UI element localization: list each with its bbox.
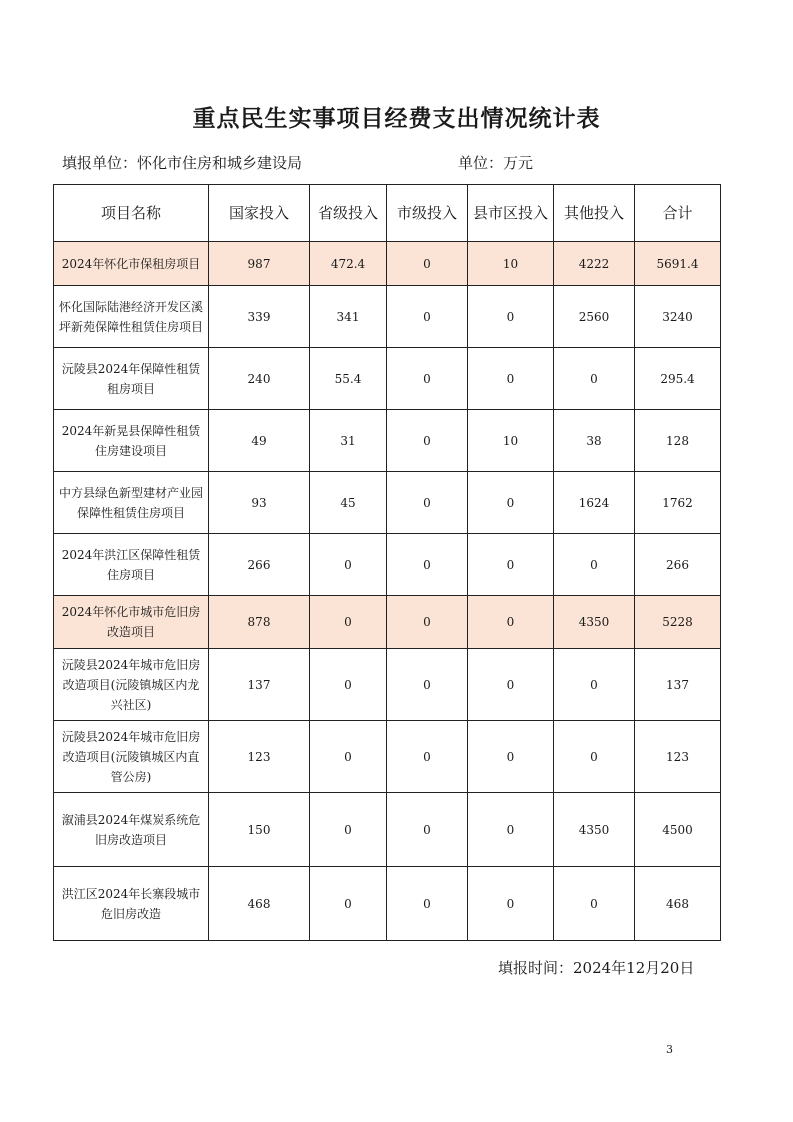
cell-county: 10	[468, 410, 554, 472]
cell-county: 0	[468, 867, 554, 941]
cell-municipal: 0	[387, 242, 468, 286]
cell-provincial: 31	[310, 410, 387, 472]
report-date: 填报时间：2024年12月20日	[498, 959, 695, 977]
cell-other: 4350	[554, 793, 635, 867]
page-number: 3	[666, 1043, 673, 1056]
cell-total: 5691.4	[635, 242, 721, 286]
table-body	[54, 242, 721, 941]
cell-provincial: 341	[310, 286, 387, 348]
cell-project-name: 2024年怀化市保租房项目	[54, 242, 209, 286]
table-row	[54, 793, 721, 867]
table-row	[54, 410, 721, 472]
col-header-provincial: 省级投入	[310, 185, 387, 242]
cell-national: 93	[209, 472, 310, 534]
cell-total: 3240	[635, 286, 721, 348]
table-row	[54, 286, 721, 348]
cell-national: 468	[209, 867, 310, 941]
cell-national: 150	[209, 793, 310, 867]
cell-total: 468	[635, 867, 721, 941]
cell-total: 128	[635, 410, 721, 472]
cell-total: 4500	[635, 793, 721, 867]
cell-total: 137	[635, 649, 721, 721]
cell-project-name: 洪江区2024年长寨段城市危旧房改造	[54, 867, 209, 941]
cell-national: 123	[209, 721, 310, 793]
cell-municipal: 0	[387, 721, 468, 793]
cell-county: 0	[468, 596, 554, 649]
cell-provincial: 0	[310, 721, 387, 793]
cell-project-name: 沅陵县2024年城市危旧房改造项目(沅陵镇城区内龙兴社区)	[54, 649, 209, 721]
cell-national: 339	[209, 286, 310, 348]
cell-provincial: 0	[310, 649, 387, 721]
cell-municipal: 0	[387, 534, 468, 596]
table-row	[54, 649, 721, 721]
table-row	[54, 867, 721, 941]
cell-other: 0	[554, 649, 635, 721]
table-row	[54, 348, 721, 410]
cell-county: 0	[468, 793, 554, 867]
cell-county: 0	[468, 649, 554, 721]
table-row	[54, 534, 721, 596]
cell-total: 266	[635, 534, 721, 596]
cell-total: 295.4	[635, 348, 721, 410]
cell-project-name: 怀化国际陆港经济开发区溪坪新苑保障性租赁住房项目	[54, 286, 209, 348]
cell-county: 0	[468, 472, 554, 534]
cell-national: 266	[209, 534, 310, 596]
cell-municipal: 0	[387, 410, 468, 472]
col-header-national: 国家投入	[209, 185, 310, 242]
reporting-unit: 填报单位：怀化市住房和城乡建设局	[62, 154, 303, 172]
cell-other: 38	[554, 410, 635, 472]
cell-total: 123	[635, 721, 721, 793]
cell-county: 10	[468, 242, 554, 286]
cell-municipal: 0	[387, 793, 468, 867]
cell-county: 0	[468, 348, 554, 410]
cell-county: 0	[468, 534, 554, 596]
col-header-municipal: 市级投入	[387, 185, 468, 242]
cell-provincial: 55.4	[310, 348, 387, 410]
cell-other: 0	[554, 348, 635, 410]
cell-project-name: 2024年新晃县保障性租赁住房建设项目	[54, 410, 209, 472]
cell-county: 0	[468, 286, 554, 348]
cell-project-name: 沅陵县2024年保障性租赁租房项目	[54, 348, 209, 410]
cell-other: 4222	[554, 242, 635, 286]
cell-municipal: 0	[387, 472, 468, 534]
cell-total: 5228	[635, 596, 721, 649]
col-header-total: 合计	[635, 185, 721, 242]
cell-other: 1624	[554, 472, 635, 534]
cell-provincial: 45	[310, 472, 387, 534]
cell-provincial: 0	[310, 793, 387, 867]
cell-national: 878	[209, 596, 310, 649]
cell-municipal: 0	[387, 596, 468, 649]
col-header-other: 其他投入	[554, 185, 635, 242]
table-row	[54, 596, 721, 649]
cell-county: 0	[468, 721, 554, 793]
table-row	[54, 242, 721, 286]
cell-total: 1762	[635, 472, 721, 534]
table-row	[54, 472, 721, 534]
cell-provincial: 0	[310, 596, 387, 649]
cell-national: 240	[209, 348, 310, 410]
currency-unit: 单位：万元	[458, 154, 534, 172]
cell-national: 137	[209, 649, 310, 721]
cell-provincial: 472.4	[310, 242, 387, 286]
cell-other: 4350	[554, 596, 635, 649]
col-header-project-name: 项目名称	[54, 185, 209, 242]
cell-municipal: 0	[387, 867, 468, 941]
cell-project-name: 沅陵县2024年城市危旧房改造项目(沅陵镇城区内直管公房)	[54, 721, 209, 793]
cell-project-name: 中方县绿色新型建材产业园保障性租赁住房项目	[54, 472, 209, 534]
cell-project-name: 溆浦县2024年煤炭系统危旧房改造项目	[54, 793, 209, 867]
cell-other: 2560	[554, 286, 635, 348]
cell-national: 49	[209, 410, 310, 472]
cell-project-name: 2024年洪江区保障性租赁住房项目	[54, 534, 209, 596]
table-header-row	[54, 185, 721, 242]
cell-municipal: 0	[387, 649, 468, 721]
cell-other: 0	[554, 721, 635, 793]
col-header-county: 县市区投入	[468, 185, 554, 242]
expenditure-table	[53, 184, 721, 941]
cell-provincial: 0	[310, 534, 387, 596]
cell-other: 0	[554, 867, 635, 941]
cell-provincial: 0	[310, 867, 387, 941]
table-row	[54, 721, 721, 793]
cell-other: 0	[554, 534, 635, 596]
cell-municipal: 0	[387, 286, 468, 348]
page-title: 重点民生实事项目经费支出情况统计表	[192, 106, 601, 132]
cell-national: 987	[209, 242, 310, 286]
cell-municipal: 0	[387, 348, 468, 410]
cell-project-name: 2024年怀化市城市危旧房改造项目	[54, 596, 209, 649]
